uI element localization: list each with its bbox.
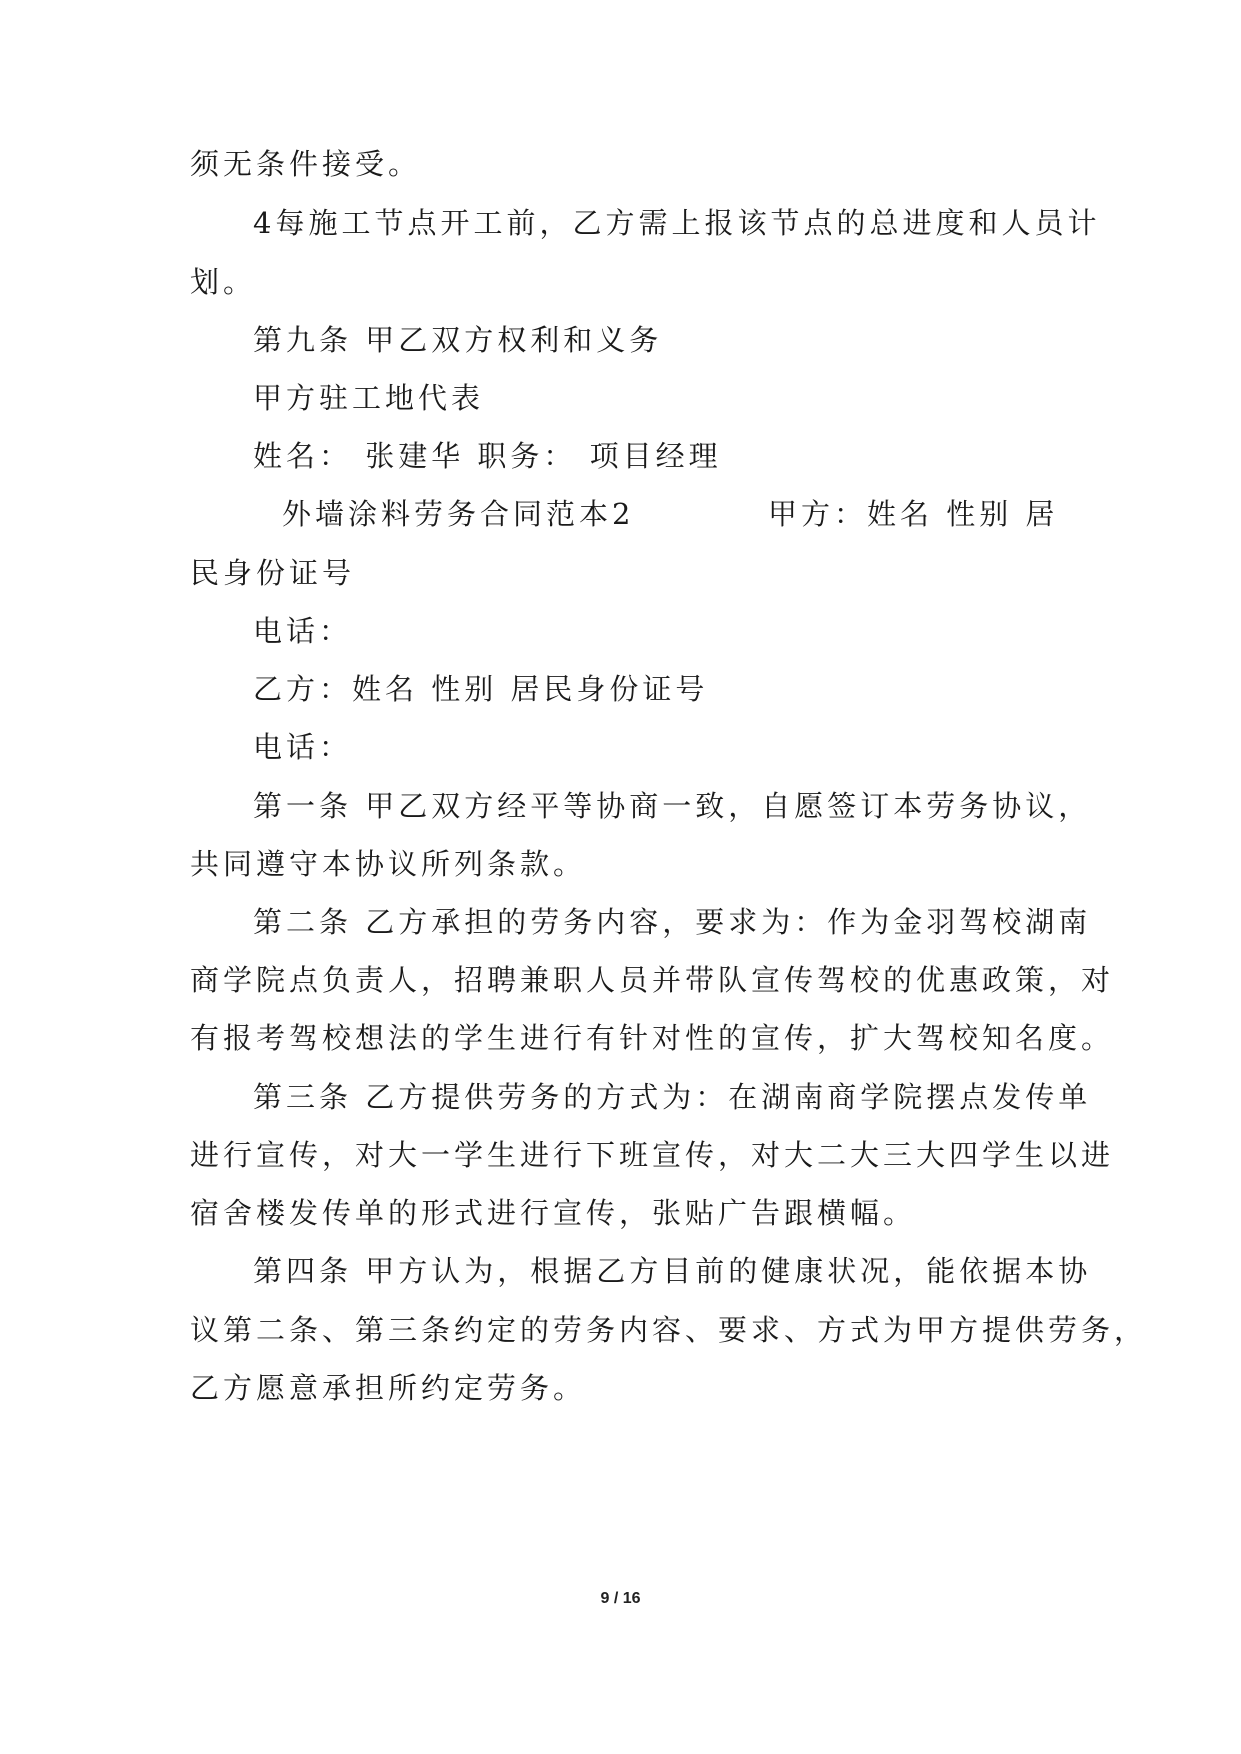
paragraph-line: 甲方驻工地代表 bbox=[253, 381, 485, 415]
paragraph-line: 4每施工节点开工前，乙方需上报该节点的总进度和人员计 bbox=[253, 206, 1101, 240]
paragraph-line: 第四条 甲方认为，根据乙方目前的健康状况，能依据本协 bbox=[253, 1254, 1092, 1288]
paragraph-line: 乙方愿意承担所约定劳务。 bbox=[190, 1371, 587, 1405]
page-number: 9 / 16 bbox=[600, 1590, 641, 1607]
paragraph-line: 有报考驾校想法的学生进行有针对性的宣传，扩大驾校知名度。 bbox=[190, 1021, 1115, 1055]
paragraph-line: 电话： bbox=[253, 730, 353, 764]
paragraph-line: 共同遵守本协议所列条款。 bbox=[190, 847, 587, 881]
paragraph-line: 电话： bbox=[253, 614, 353, 648]
paragraph-line: 划。 bbox=[190, 265, 257, 299]
paragraph-line: 议第二条、第三条约定的劳务内容、要求、方式为甲方提供劳务， bbox=[190, 1313, 1148, 1347]
party-a-info: 甲方：姓名 性别 居 bbox=[768, 497, 1059, 531]
document-title: 外墙涂料劳务合同范本2 bbox=[282, 497, 635, 531]
paragraph-line: 须无条件接受。 bbox=[190, 147, 422, 181]
paragraph-line: 姓名： 张建华 职务： 项目经理 bbox=[253, 439, 722, 473]
paragraph-line: 民身份证号 bbox=[190, 556, 356, 590]
paragraph-line: 乙方：姓名 性别 居民身份证号 bbox=[253, 672, 709, 706]
paragraph-line: 商学院点负责人，招聘兼职人员并带队宣传驾校的优惠政策，对 bbox=[190, 963, 1115, 997]
paragraph-line: 第二条 乙方承担的劳务内容，要求为：作为金羽驾校湖南 bbox=[253, 905, 1092, 939]
paragraph-line: 第一条 甲乙双方经平等协商一致，自愿签订本劳务协议， bbox=[253, 789, 1092, 823]
paragraph-line: 第三条 乙方提供劳务的方式为：在湖南商学院摆点发传单 bbox=[253, 1080, 1092, 1114]
paragraph-line: 宿舍楼发传单的形式进行宣传，张贴广告跟横幅。 bbox=[190, 1196, 917, 1230]
section-heading: 第九条 甲乙双方权利和义务 bbox=[253, 323, 663, 357]
paragraph-line: 进行宣传，对大一学生进行下班宣传，对大二大三大四学生以进 bbox=[190, 1138, 1115, 1172]
